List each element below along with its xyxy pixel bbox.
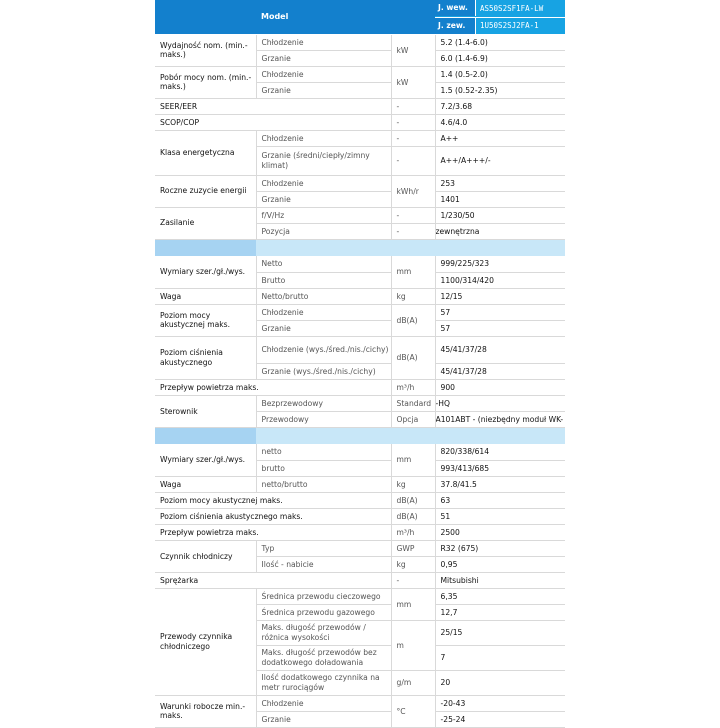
indoor-unit-cell bbox=[435, 0, 565, 17]
table-row bbox=[155, 288, 565, 304]
sub-label: Netto/brutto bbox=[256, 288, 391, 304]
unit-cell: mm bbox=[391, 256, 435, 288]
unit-cell: m³/h bbox=[391, 524, 435, 540]
spec-table bbox=[155, 0, 565, 728]
table-row bbox=[155, 572, 565, 588]
unit-cell: GWP bbox=[391, 540, 435, 556]
table-row bbox=[155, 379, 565, 395]
value-cell: 6.0 (1.4-6.9) bbox=[435, 50, 565, 66]
value-cell: -HQ bbox=[435, 395, 565, 411]
table-row bbox=[155, 256, 565, 272]
outdoor-unit-cell bbox=[435, 17, 565, 34]
table-row bbox=[155, 304, 565, 320]
sub-label: Brutto bbox=[256, 272, 391, 288]
param-label: Sprężarka bbox=[155, 572, 391, 588]
value-cell: 20 bbox=[435, 670, 565, 695]
param-label: Sterownik bbox=[155, 395, 256, 427]
unit-cell: dB(A) bbox=[391, 492, 435, 508]
table-row bbox=[155, 114, 565, 130]
table-row bbox=[155, 444, 565, 460]
value-cell: 900 bbox=[435, 379, 565, 395]
param-label: Poziom mocy akustycznej maks. bbox=[155, 304, 256, 336]
sub-label: Typ bbox=[256, 540, 391, 556]
table-row bbox=[155, 476, 565, 492]
unit-cell: kg bbox=[391, 556, 435, 572]
value-cell: 45/41/37/28 bbox=[435, 363, 565, 379]
sub-label: Grzanie bbox=[256, 711, 391, 727]
param-label: Poziom ciśnienia akustycznego bbox=[155, 336, 256, 379]
param-label: Pobór mocy nom. (min.-maks.) bbox=[155, 66, 256, 98]
value-cell: 1.5 (0.52-2.35) bbox=[435, 82, 565, 98]
value-cell: 5.2 (1.4-6.0) bbox=[435, 34, 565, 50]
param-label: Czynnik chłodniczy bbox=[155, 540, 256, 572]
sub-label: netto/brutto bbox=[256, 476, 391, 492]
value-cell: 4.6/4.0 bbox=[435, 114, 565, 130]
table-row bbox=[155, 66, 565, 82]
model-label: Model bbox=[155, 0, 435, 34]
value-cell: 6,35 bbox=[435, 588, 565, 604]
section-band bbox=[155, 427, 565, 444]
sub-label: Chłodzenie bbox=[256, 695, 391, 711]
value-cell: A++/A+++/- bbox=[435, 146, 565, 175]
value-cell: 57 bbox=[435, 320, 565, 336]
unit-cell: kW bbox=[391, 34, 435, 66]
value-cell: 999/225/323 bbox=[435, 256, 565, 272]
table-row bbox=[155, 524, 565, 540]
table-row bbox=[155, 175, 565, 191]
param-label: SCOP/COP bbox=[155, 114, 391, 130]
value-cell: 1/230/50 bbox=[435, 207, 565, 223]
value-cell: -20-43 bbox=[435, 695, 565, 711]
unit-cell: dB(A) bbox=[391, 304, 435, 336]
unit-cell: mm bbox=[391, 588, 435, 620]
param-label: Warunki robocze min.-maks. bbox=[155, 695, 256, 727]
sub-label: Chłodzenie bbox=[256, 304, 391, 320]
table-row bbox=[155, 492, 565, 508]
param-label: Waga bbox=[155, 288, 256, 304]
param-label: Waga bbox=[155, 476, 256, 492]
sub-label: Grzanie bbox=[256, 82, 391, 98]
param-label: Poziom ciśnienia akustycznego maks. bbox=[155, 508, 391, 524]
unit-cell: kW bbox=[391, 66, 435, 98]
param-label: Wymiary szer./gł./wys. bbox=[155, 444, 256, 476]
unit-cell: - bbox=[391, 223, 435, 239]
table-row bbox=[155, 34, 565, 50]
unit-cell: - bbox=[391, 146, 435, 175]
value-cell: 57 bbox=[435, 304, 565, 320]
sub-label: Ilość dodatkowego czynnika na metr rurociągów bbox=[256, 670, 391, 695]
sub-label: brutto bbox=[256, 460, 391, 476]
value-cell: 0,95 bbox=[435, 556, 565, 572]
param-label: Wydajność nom. (min.-maks.) bbox=[155, 34, 256, 66]
unit-cell: Opcja bbox=[391, 411, 435, 427]
sub-label: Grzanie bbox=[256, 50, 391, 66]
sub-label: Przewodowy bbox=[256, 411, 391, 427]
value-cell: 37.8/41.5 bbox=[435, 476, 565, 492]
sub-label: Średnica przewodu cieczowego bbox=[256, 588, 391, 604]
unit-cell: kg bbox=[391, 288, 435, 304]
sub-label: Ilość - nabicie bbox=[256, 556, 391, 572]
table-row bbox=[155, 98, 565, 114]
value-cell: 253 bbox=[435, 175, 565, 191]
indoor-model: AS50S2SF1FA-LW bbox=[480, 3, 544, 13]
unit-cell: - bbox=[391, 98, 435, 114]
indoor-label: J. wew. bbox=[435, 0, 476, 16]
section-band bbox=[155, 239, 565, 256]
value-cell: 12/15 bbox=[435, 288, 565, 304]
sub-label: Netto bbox=[256, 256, 391, 272]
sub-label: Maks. długość przewodów bez dodatkowego doładowania bbox=[256, 645, 391, 670]
unit-cell: dB(A) bbox=[391, 508, 435, 524]
table-row bbox=[155, 395, 565, 411]
value-cell: -25-24 bbox=[435, 711, 565, 727]
unit-cell: g/m bbox=[391, 670, 435, 695]
sub-label: netto bbox=[256, 444, 391, 460]
sub-label: Grzanie (średni/ciepły/zimny klimat) bbox=[256, 146, 391, 175]
value-cell: 1100/314/420 bbox=[435, 272, 565, 288]
sub-label: Maks. długość przewodów / różnica wysokości bbox=[256, 620, 391, 645]
sub-label: Chłodzenie (wys./śred./nis./cichy) bbox=[256, 336, 391, 363]
value-cell: 993/413/685 bbox=[435, 460, 565, 476]
param-label: Przewody czynnika chłodniczego bbox=[155, 588, 256, 695]
value-cell: A++ bbox=[435, 130, 565, 146]
param-label: Przepływ powietrza maks. bbox=[155, 379, 391, 395]
value-cell: 12,7 bbox=[435, 604, 565, 620]
unit-cell: - bbox=[391, 130, 435, 146]
value-cell: 1401 bbox=[435, 191, 565, 207]
outdoor-label: J. zew. bbox=[435, 18, 476, 34]
sub-label: f/V/Hz bbox=[256, 207, 391, 223]
unit-cell: - bbox=[391, 207, 435, 223]
sub-label: Średnica przewodu gazowego bbox=[256, 604, 391, 620]
sub-label: Bezprzewodowy bbox=[256, 395, 391, 411]
table-row bbox=[155, 540, 565, 556]
value-cell: 51 bbox=[435, 508, 565, 524]
outdoor-model: 1U50S2SJ2FA-1 bbox=[480, 21, 539, 30]
sub-label: Chłodzenie bbox=[256, 130, 391, 146]
unit-cell: mm bbox=[391, 444, 435, 476]
value-cell: 45/41/37/28 bbox=[435, 336, 565, 363]
param-label: Zasilanie bbox=[155, 207, 256, 239]
value-cell: A101ABT - (niezbędny moduł WK- bbox=[435, 411, 565, 427]
table-row bbox=[155, 588, 565, 604]
header-row bbox=[155, 0, 565, 17]
value-cell: Mitsubishi bbox=[435, 572, 565, 588]
table-row bbox=[155, 207, 565, 223]
table-row bbox=[155, 695, 565, 711]
sub-label: Grzanie bbox=[256, 191, 391, 207]
value-cell: 7.2/3.68 bbox=[435, 98, 565, 114]
param-label: Wymiary szer./gł./wys. bbox=[155, 256, 256, 288]
param-label: SEER/EER bbox=[155, 98, 391, 114]
sub-label: Chłodzenie bbox=[256, 175, 391, 191]
sub-label: Chłodzenie bbox=[256, 34, 391, 50]
unit-cell: kWh/r bbox=[391, 175, 435, 207]
sub-label: Grzanie bbox=[256, 320, 391, 336]
value-cell: zewnętrzna bbox=[435, 223, 565, 239]
sub-label: Chłodzenie bbox=[256, 66, 391, 82]
value-cell: 7 bbox=[435, 645, 565, 670]
table-row bbox=[155, 336, 565, 363]
unit-cell: kg bbox=[391, 476, 435, 492]
unit-cell: °C bbox=[391, 695, 435, 727]
value-cell: R32 (675) bbox=[435, 540, 565, 556]
value-cell: 63 bbox=[435, 492, 565, 508]
param-label: Roczne zuzycie energii bbox=[155, 175, 256, 207]
unit-cell: m bbox=[391, 620, 435, 670]
sub-label: Pozycja bbox=[256, 223, 391, 239]
value-cell: 2500 bbox=[435, 524, 565, 540]
unit-cell: dB(A) bbox=[391, 336, 435, 379]
value-cell: 1.4 (0.5-2.0) bbox=[435, 66, 565, 82]
unit-cell: m³/h bbox=[391, 379, 435, 395]
unit-cell: - bbox=[391, 572, 435, 588]
table-row bbox=[155, 130, 565, 146]
sub-label: Grzanie (wys./śred./nis./cichy) bbox=[256, 363, 391, 379]
unit-cell: Standard bbox=[391, 395, 435, 411]
table-row bbox=[155, 508, 565, 524]
param-label: Klasa energetyczna bbox=[155, 130, 256, 175]
param-label: Przepływ powietrza maks. bbox=[155, 524, 391, 540]
param-label: Poziom mocy akustycznej maks. bbox=[155, 492, 391, 508]
unit-cell: - bbox=[391, 114, 435, 130]
value-cell: 820/338/614 bbox=[435, 444, 565, 460]
value-cell: 25/15 bbox=[435, 620, 565, 645]
